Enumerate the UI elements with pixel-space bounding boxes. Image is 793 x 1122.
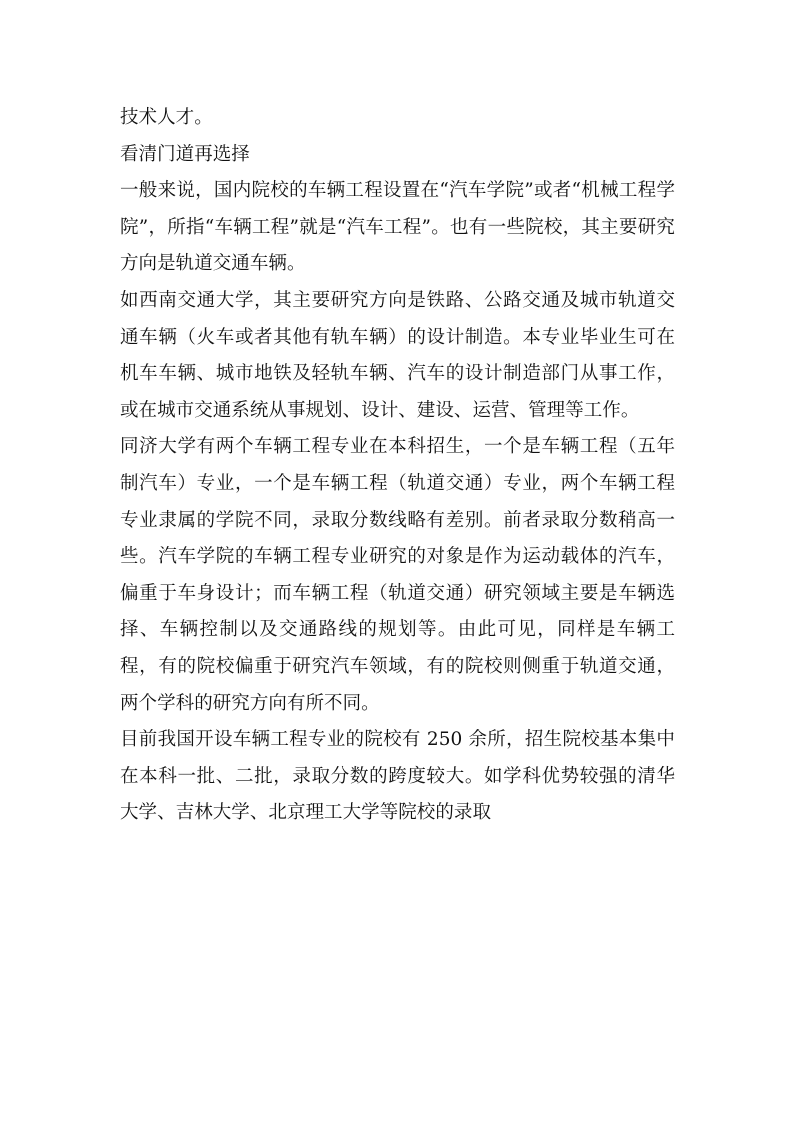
paragraph-southwest-jiaotong: 如西南交通大学，其主要研究方向是铁路、公路交通及城市轨道交通车辆（火车或者其他有轨车辆）的设计制造。本专业毕业生可在机车车辆、城市地铁及轻轨车辆、汽车的设计制造部门从事工作，或在城市交通系统从事规划、设计、建设、运营、管理等工作。 — [120, 289, 675, 421]
paragraph-tongji: 同济大学有两个车辆工程专业在本科招生，一个是车辆工程（五年制汽车）专业，一个是车辆工程（轨道交通）专业，两个车辆工程专业隶属的学院不同，录取分数线略有差别。前者录取分数稍高一些。汽车学院的车辆工程专业研究的对象是作为运动载体的汽车，偏重于车身设计；而车辆工程（轨道交通）研究领域主要是车辆选择、车辆控制以及交通路线的规划等。由此可见，同样是车辆工程，有的院校偏重于研究汽车领域，有的院校则侧重于轨道交通，两个学科的研究方向有所不同。 — [120, 436, 675, 714]
document-body — [120, 100, 675, 832]
paragraph-tech-talent: 技术人才。 — [120, 107, 213, 128]
paragraph-general-overview: 一般来说，国内院校的车辆工程设置在“汽车学院”或者“机械工程学院”，所指“车辆工程”就是“汽车工程”。也有一些院校，其主要研究方向是轨道交通车辆。 — [120, 180, 675, 275]
section-heading-choose-wisely: 看清门道再选择 — [120, 143, 250, 165]
paragraph-nationwide-schools: 目前我国开设车辆工程专业的院校有 250 余所，招生院校基本集中在本科一批、二批，录取分数的跨度较大。如学科优势较强的清华大学、吉林大学、北京理工大学等院校的录取 — [120, 729, 675, 824]
